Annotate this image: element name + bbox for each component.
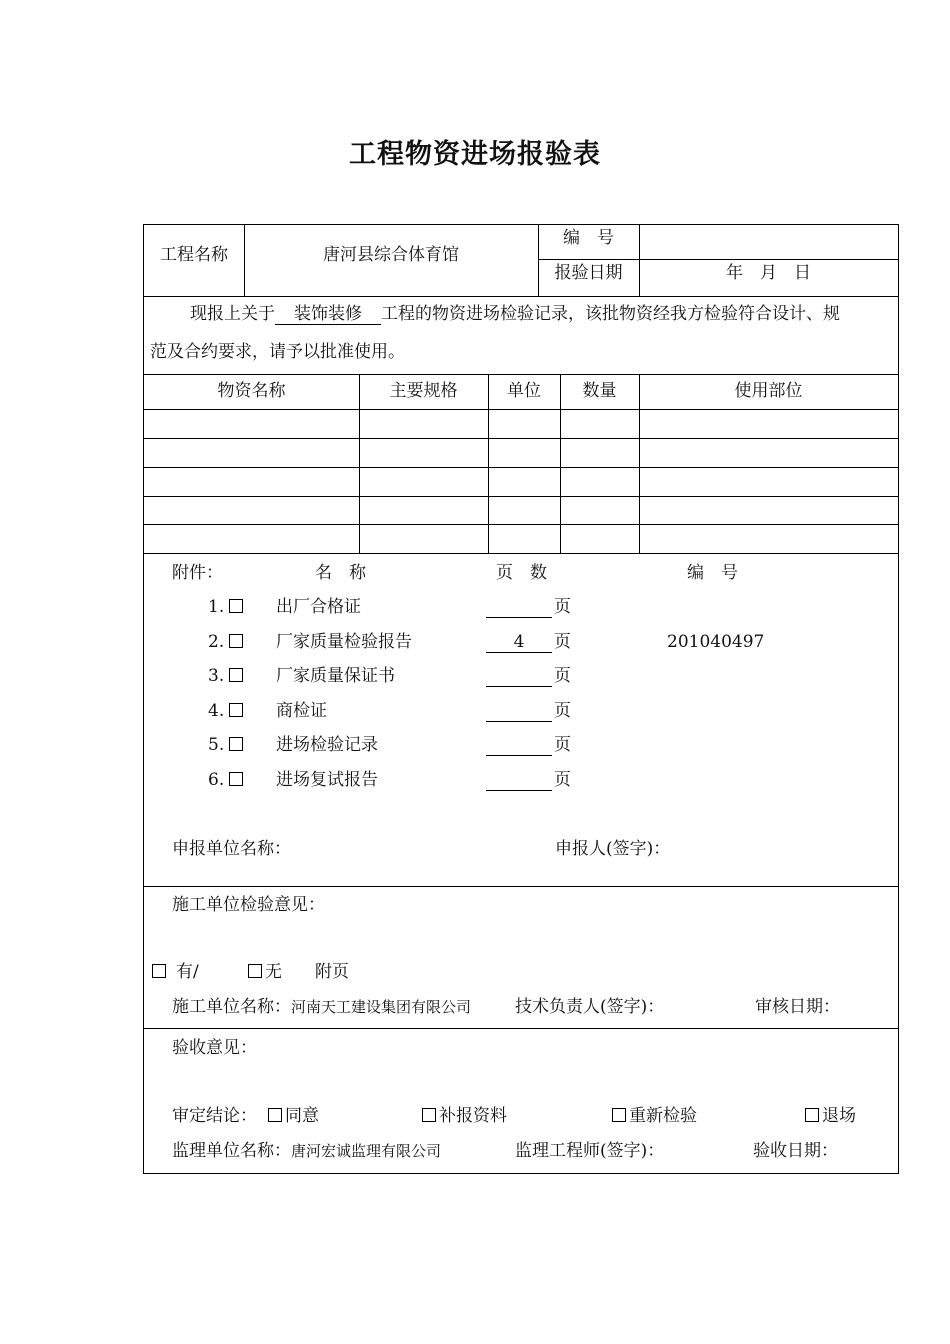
applicant-sign-label: 申报人(签字)： <box>555 839 671 859</box>
item-index: 1. <box>208 597 225 617</box>
checkbox-icon <box>152 964 166 978</box>
none-label: 无 <box>265 962 282 982</box>
option-resubmit[interactable] <box>422 1106 507 1126</box>
attachments-col-number: 编 号 <box>687 563 738 583</box>
item-index: 4. <box>208 701 225 721</box>
contractor-unit-value: 河南天工建设集团有限公司 <box>291 998 472 1016</box>
item-checkbox[interactable] <box>229 597 246 617</box>
column-header-spec: 主要规格 <box>389 381 458 401</box>
item-checkbox[interactable] <box>229 666 246 686</box>
option-reject[interactable] <box>805 1106 856 1126</box>
item-name: 厂家质量检验报告 <box>276 632 412 652</box>
item-checkbox[interactable] <box>229 632 246 652</box>
intro-line-1 <box>190 304 840 325</box>
item-pages-field[interactable] <box>486 770 552 791</box>
checkbox-icon <box>422 1108 436 1122</box>
contractor-opinion-label: 施工单位检验意见： <box>172 895 325 915</box>
item-name: 进场检验记录 <box>276 735 378 755</box>
divider <box>538 259 898 260</box>
has-label: 有/ <box>176 962 199 982</box>
divider <box>144 886 898 887</box>
intro-suffix: 工程的物资进场检验记录，该批物资经我方检验符合设计、规 <box>381 304 840 324</box>
item-index: 5. <box>208 735 225 755</box>
supervisor-unit-label: 监理单位名称： <box>172 1141 291 1161</box>
item-page-unit: 页 <box>554 597 571 617</box>
item-index: 2. <box>208 632 225 652</box>
option-label: 同意 <box>285 1106 319 1126</box>
item-name: 进场复试报告 <box>276 770 378 790</box>
contractor-unit-line <box>172 997 471 1017</box>
divider <box>144 496 898 497</box>
checkbox-icon <box>612 1108 626 1122</box>
item-checkbox[interactable] <box>229 701 246 721</box>
report-date-value[interactable]: 年 月 日 <box>726 263 811 283</box>
checkbox-icon <box>268 1108 282 1122</box>
column-header-quantity: 数量 <box>582 381 617 401</box>
item-number: 201040497 <box>667 632 765 652</box>
divider <box>144 409 898 410</box>
attached-page-label: 附页 <box>315 962 349 982</box>
checkbox-icon <box>805 1108 819 1122</box>
item-pages-field[interactable]: 4 <box>486 632 552 653</box>
checkbox-icon <box>248 964 262 978</box>
has-attachment-option[interactable] <box>152 962 199 982</box>
report-date-label: 报验日期 <box>554 263 623 283</box>
intro-prefix: 现报上关于 <box>190 304 275 324</box>
item-pages-field[interactable] <box>486 597 552 618</box>
item-pages-field[interactable] <box>486 735 552 756</box>
divider <box>144 438 898 439</box>
no-attachment-option[interactable] <box>248 962 282 982</box>
item-index: 6. <box>208 770 225 790</box>
option-agree[interactable] <box>268 1106 319 1126</box>
contractor-unit-label: 施工单位名称： <box>172 997 291 1017</box>
engineer-sign-label: 监理工程师(签字)： <box>515 1141 665 1161</box>
divider <box>144 467 898 468</box>
divider <box>144 553 898 554</box>
conclusion-label: 审定结论： <box>172 1106 257 1126</box>
tech-sign-label: 技术负责人(签字)： <box>515 997 665 1017</box>
item-pages-field[interactable] <box>486 666 552 687</box>
item-page-unit: 页 <box>554 735 571 755</box>
attachments-col-pages: 页 数 <box>496 563 547 583</box>
item-name: 出厂合格证 <box>276 597 361 617</box>
option-label: 重新检验 <box>629 1106 697 1126</box>
item-checkbox[interactable] <box>229 735 246 755</box>
review-date-label: 审核日期： <box>755 997 840 1017</box>
item-page-unit: 页 <box>554 666 571 686</box>
item-pages-field[interactable] <box>486 701 552 722</box>
item-page-unit: 页 <box>554 770 571 790</box>
divider <box>144 296 898 297</box>
project-name-label: 工程名称 <box>160 245 228 265</box>
divider <box>144 374 898 375</box>
item-page-unit: 页 <box>554 632 571 652</box>
number-field[interactable] <box>639 228 898 248</box>
supervisor-unit-value: 唐河宏诚监理有限公司 <box>291 1142 442 1160</box>
accept-date-label: 验收日期： <box>753 1141 838 1161</box>
column-header-location: 使用部位 <box>734 381 803 401</box>
report-form <box>143 224 899 1174</box>
attachments-col-name: 名 称 <box>315 563 366 583</box>
number-label: 编 号 <box>563 228 614 248</box>
divider <box>144 1028 898 1029</box>
project-type-field[interactable]: 装饰装修 <box>275 304 381 325</box>
supervisor-unit-line <box>172 1141 441 1161</box>
applicant-unit-label: 申报单位名称： <box>172 839 291 859</box>
column-header-material: 物资名称 <box>217 381 286 401</box>
column-header-unit: 单位 <box>507 381 541 401</box>
intro-line-2: 范及合约要求，请予以批准使用。 <box>150 342 405 362</box>
page-title: 工程物资进场报验表 <box>349 139 601 170</box>
option-reinspect[interactable] <box>612 1106 697 1126</box>
option-label: 退场 <box>822 1106 856 1126</box>
acceptance-opinion-label: 验收意见： <box>172 1038 257 1058</box>
item-checkbox[interactable] <box>229 770 246 790</box>
project-name-value: 唐河县综合体育馆 <box>323 245 459 265</box>
item-name: 商检证 <box>276 701 327 721</box>
option-label: 补报资料 <box>439 1106 507 1126</box>
item-name: 厂家质量保证书 <box>276 666 395 686</box>
divider <box>144 524 898 525</box>
item-page-unit: 页 <box>554 701 571 721</box>
attachments-label: 附件： <box>172 563 223 583</box>
item-index: 3. <box>208 666 225 686</box>
